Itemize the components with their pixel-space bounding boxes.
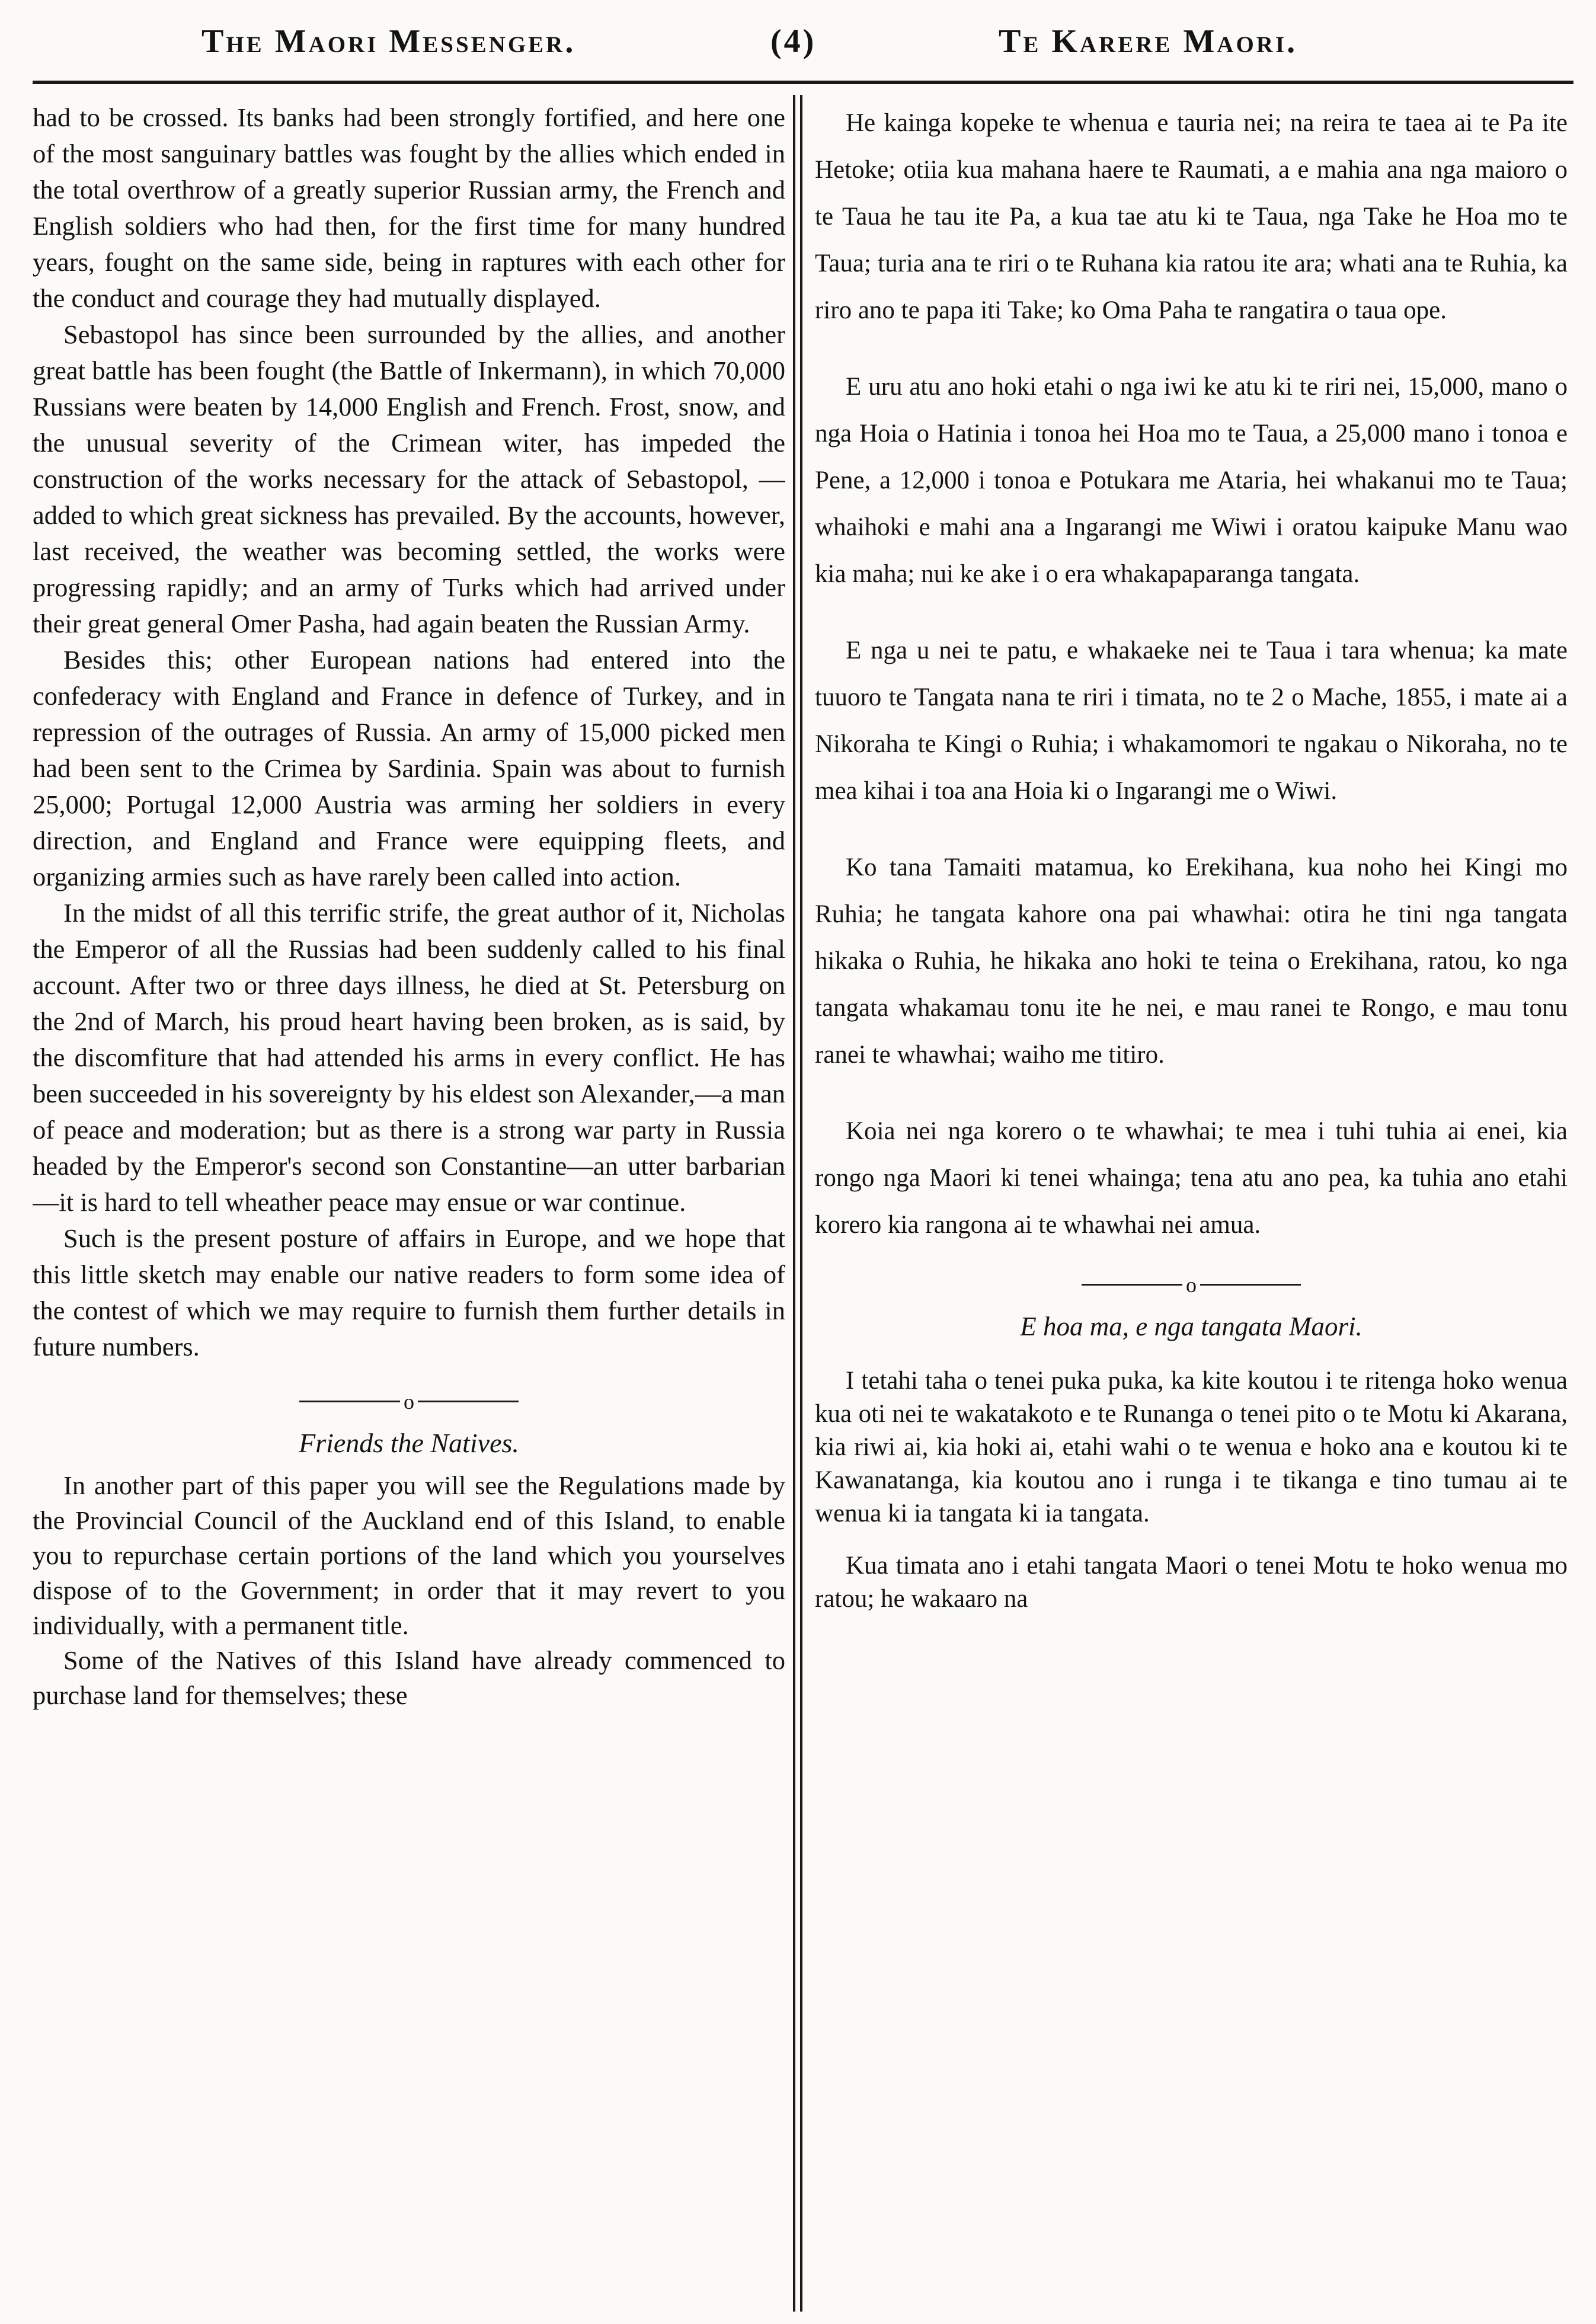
article-paragraph: In the midst of all this terrific strife, the great author of it, Nicholas the Emperor of all the Russias had been suddenly called to his final account. After two or three days illness, he died at St. Petersburg on the 2nd of March, his proud heart having been broken, as is said, by the discomfiture that had attended his arms in every conflict. He has been succeeded in his sovereignty by his eldest son Alexander,—a man of peace and moderation; but as there is a strong war party in Russia headed by the Emperor's second son Constantine—an utter barbarian—it is hard to tell wheather peace may ensue or war continue.: [33, 898, 785, 1217]
section-title: E hoa ma, e nga tangata Maori.: [1020, 1311, 1362, 1341]
article-paragraph: Ko tana Tamaiti matamua, ko Erekihana, kua noho hei Kingi mo Ruhia; he tangata kahore ona pai whawhai: otira he tini nga tangata hikaka o Ruhia, he hikaka ano hoki te teina o Erekihana, ratou, ko nga tangata whakamau tonu ite he nei, e mau ranei te Rongo, e mau tonu ranei te whawhai; waiho me titiro.: [815, 853, 1568, 1069]
section-separator: o: [815, 1265, 1568, 1303]
article-paragraph: Kua timata ano i etahi tangata Maori o tenei Motu te hoko wenua mo ratou; he wakaaro na: [815, 1551, 1568, 1613]
article-paragraph: E uru atu ano hoki etahi o nga iwi ke atu ki te riri nei, 15,000, mano o nga Hoia o Hatinia i tonoa hei Hoa mo te Taua, a 25,000 mano i tonoa e Pene, a 12,000 i tonoa e Potukara me Ataria, hei whakanui mo te Taua; whaihoki e mahi ana a Ingarangi me Wiwi i oratou kaipuke Manu wao kia maha; nui ke ake i o era whakapaparanga tangata.: [815, 373, 1568, 588]
english-column: [33, 100, 785, 2316]
article-paragraph: Such is the present posture of affairs in Europe, and we hope that this little sketch may enable our native readers to form some idea of the contest of which we may require to furnish them further details in future numbers.: [33, 1223, 785, 1361]
article-paragraph: had to be crossed. Its banks had been strongly fortified, and here one of the most sanguinary battles was fought by the allies which ended in the total overthrow of a greatly superior Russian army, the French and English soldiers who had then, for the first time for many hundred years, fought on the same side, being in raptures with each other for the conduct and courage they had mutually displayed.: [33, 103, 785, 313]
article-paragraph: Sebastopol has since been surrounded by the allies, and another great battle has been fought (the Battle of Inkermann), in which 70,000 Russians were beaten by 14,000 English and French. Frost, snow, and the unusual severity of the Crimean witer, has impeded the construction of the works necessary for the attack of Sebastopol, —added to which great sickness has prevailed. By the accounts, however, last received, the weather was becoming settled, the works were progressing rapidly; and an army of Turks which had arrived under their great general Omer Pasha, had again beaten the Russian Army.: [33, 319, 785, 638]
maori-column: [815, 100, 1568, 2316]
article-paragraph: Besides this; other European nations had entered into the confederacy with England and France in defence of Turkey, and in repression of the outrages of Russia. An army of 15,000 picked men had been sent to the Crimea by Sardinia. Spain was about to furnish 25,000; Portugal 12,000 Austria was arming her soldiers in every direction, and England and France were equipping fleets, and organizing armies such as have rarely been called into action.: [33, 645, 785, 891]
masthead-maori-title: Te Karere Maori.: [999, 23, 1298, 60]
page-number: (4): [770, 23, 817, 60]
masthead-english-title: The Maori Messenger.: [202, 23, 576, 60]
article-paragraph: E nga u nei te patu, e whakaeke nei te Taua i tara whenua; ka mate tuuoro te Tangata nana te riri i timata, no te 2 o Mache, 1855, i mate ai a Nikoraha te Kingi o Ruhia; i whakamomori te ngakau o Nikoraha, no te mea kihai i toa ana Hoia ki o Ingarangi me o Wiwi.: [815, 637, 1568, 805]
column-divider: [800, 95, 802, 2312]
article-paragraph: Some of the Natives of this Island have already commenced to purchase land for themselves; these: [33, 1645, 785, 1710]
article-paragraph: I tetahi taha o tenei puka puka, ka kite koutou i te ritenga hoko wenua kua oti nei te wakatakoto e te Runanga o tenei pito o te Motu ki Akarana, kia riwi ai, kia hoki ai, etahi wahi o te wenua e hoko ana e koutou ki te Kawanatanga, kia koutou ano i runga i te tikanga e tino tumau ai te wenua ki ia tangata ki ia tangata.: [815, 1366, 1568, 1527]
article-paragraph: Koia nei nga korero o te whawhai; te mea i tuhi tuhia ai enei, kia rongo nga Maori ki tenei whainga; tena atu ano pea, ka tuhia ano etahi korero kia rangona ai te whawhai nei amua.: [815, 1117, 1568, 1239]
column-divider: [793, 95, 795, 2312]
header-rule: [33, 81, 1573, 84]
article-paragraph: In another part of this paper you will see the Regulations made by the Provincial Council of the Auckland end of this Island, to enable you to repurchase certain portions of the land which you yourselves dispose of to the Government; in order that it may revert to you individually, with a permanent title.: [33, 1470, 785, 1640]
section-separator: o: [33, 1382, 785, 1420]
section-title: Friends the Natives.: [299, 1427, 519, 1458]
masthead: [0, 0, 1596, 77]
article-paragraph: He kainga kopeke te whenua e tauria nei; na reira te taea ai te Pa ite Hetoke; otiia kua mahana haere te Raumati, a e mahia ana nga maioro o te Taua he tau ite Pa, a kua tae atu ki te Taua, nga Take he Hoa mo te Taua; turia ana te riri o te Ruhana kia ratou ite ara; whati ana te Ruhia, ka riro ano te papa iti Take; ko Oma Paha te rangatira o taua ope.: [815, 109, 1568, 324]
